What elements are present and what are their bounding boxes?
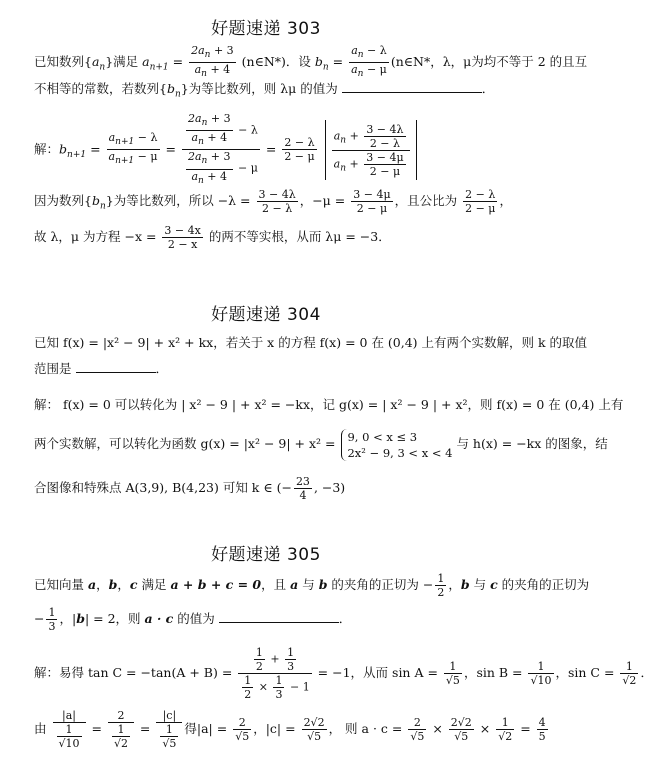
problem-303-title: 好题速递 303 — [211, 19, 321, 39]
answer-blank — [219, 610, 339, 623]
problem-303-solution-line1: 解：$b_{n+1}$ = $\frac{a_{n+1} - \lambda}{a_{n+1} - \mu}$ = $\frac{2a_n + 3}{a_n + 4}$ − λ $\frac{2a_n + 3}{a_n + 4}$ − μ = $\frac{2 - \lambda}{2 - \mu}$ $a_n$ + $\frac{3 - 4\lambda}{2 - \lambda}$ $a_n$ + $\frac{3 - 4\mu}{2 - \mu}$ — [34, 112, 510, 172]
problem-303-question-line1: 已知数列$\{a_n\}$满足 $a_{n+1}$ = $\frac{2a_n + 3}{a_n + 4}$ (n∈N*)．设 $b_n$ = $\frac{a_n - \lambda}{a_n - \mu}$ (n∈N*，λ，μ为均不等于 2 的且互 — [34, 44, 588, 80]
problem-303-solution-line2: 因为数列$\{b_n\}$为等比数列，所以 −λ = $\frac{3 - 4\lambda}{2 - \lambda}$ ，−μ = $\frac{3 - 4\mu}{2 - \mu}$ ，且公比为 $\frac{2 - \lambda}{2 - \mu}$ ， — [34, 188, 512, 215]
problem-304-title: 好题速递 304 — [211, 305, 321, 325]
problem-304-solution-line3: 合图像和特殊点 A(3,9), B(4,23) 可知 k ∈ (− $\frac{23}{4}$ , −3) — [34, 475, 346, 502]
problem-303-solution-line3: 故 λ，μ 为方程 −x = $\frac{3 - 4x}{2 - x}$ 的两不等实根，从而 λμ = −3． — [34, 224, 391, 251]
problem-305-solution-line2: 由 $\frac{|a|}{\frac{1}{√10}}$ = $\frac{2}{\frac{1}{√2}}$ = $\frac{|c|}{\frac{1}{√5}}$ 得|a| = $\frac{2}{√5}$ ，|c| = $\frac{2√2}{√5}$ ， 则 a · c = $\frac{2}{√5}$ × $\frac{2√2}{√5}$ × $\frac{1}{√2}$ = $\frac{4}{5}$ — [34, 709, 546, 750]
answer-blank — [76, 360, 156, 373]
piecewise-brace: 9, 0 < x ≤ 3 2x² − 9, 3 < x < 4 — [341, 429, 452, 461]
problem-305-title: 好题速递 305 — [211, 545, 321, 565]
problem-305-question-line2: − $\frac{1}{3}$ ，|b| = 2，则 a · c 的值为 ． — [34, 606, 352, 633]
problem-304-solution-line1: 解： f(x) = 0 可以转化为 | x² − 9 | + x² = −kx，记 g(x) = | x² − 9 | + x²，则 f(x) = 0 在 (0,4) 上有 — [34, 397, 624, 412]
bracket-expression: $a_n$ + $\frac{3 - 4\lambda}{2 - \lambda}$ $a_n$ + $\frac{3 - 4\mu}{2 - \mu}$ — [325, 120, 417, 180]
problem-304-question-line2: 范围是 ． — [34, 361, 169, 376]
problem-304-solution-line2: 两个实数解，可以转化为函数 g(x) = |x² − 9| + x² = 9, 0 < x ≤ 3 2x² − 9, 3 < x < 4 与 h(x) = −kx 的图象，结 — [34, 429, 608, 460]
problem-303-question-line2: 不相等的常数，若数列$\{b_n\}$为等比数列，则 λμ 的值为 ． — [34, 81, 495, 100]
problem-304-question-line1: 已知 f(x) = |x² − 9| + x² + kx，若关于 x 的方程 f(x) = 0 在 (0,4) 上有两个实数解，则 k 的取值 — [34, 335, 588, 350]
answer-blank — [342, 80, 482, 93]
problem-305-solution-line1: 解：易得 tan C = −tan(A + B) = $\frac{1}{2}$ + $\frac{1}{3}$ $\frac{1}{2}$ × $\frac{1}{3}$ − 1 = −1，从而 sin A = $\frac{1}{√5}$ ，sin B = $\frac{1}{√10}$ ，sin C = $\frac{1}{√2}$ ． — [34, 646, 653, 701]
problem-305-question-line1: 已知向量 a，b，c 满足 a + b + c = 0，且 a 与 b 的夹角的正切为 − $\frac{1}{2}$ ，b 与 c 的夹角的正切为 — [34, 572, 590, 599]
